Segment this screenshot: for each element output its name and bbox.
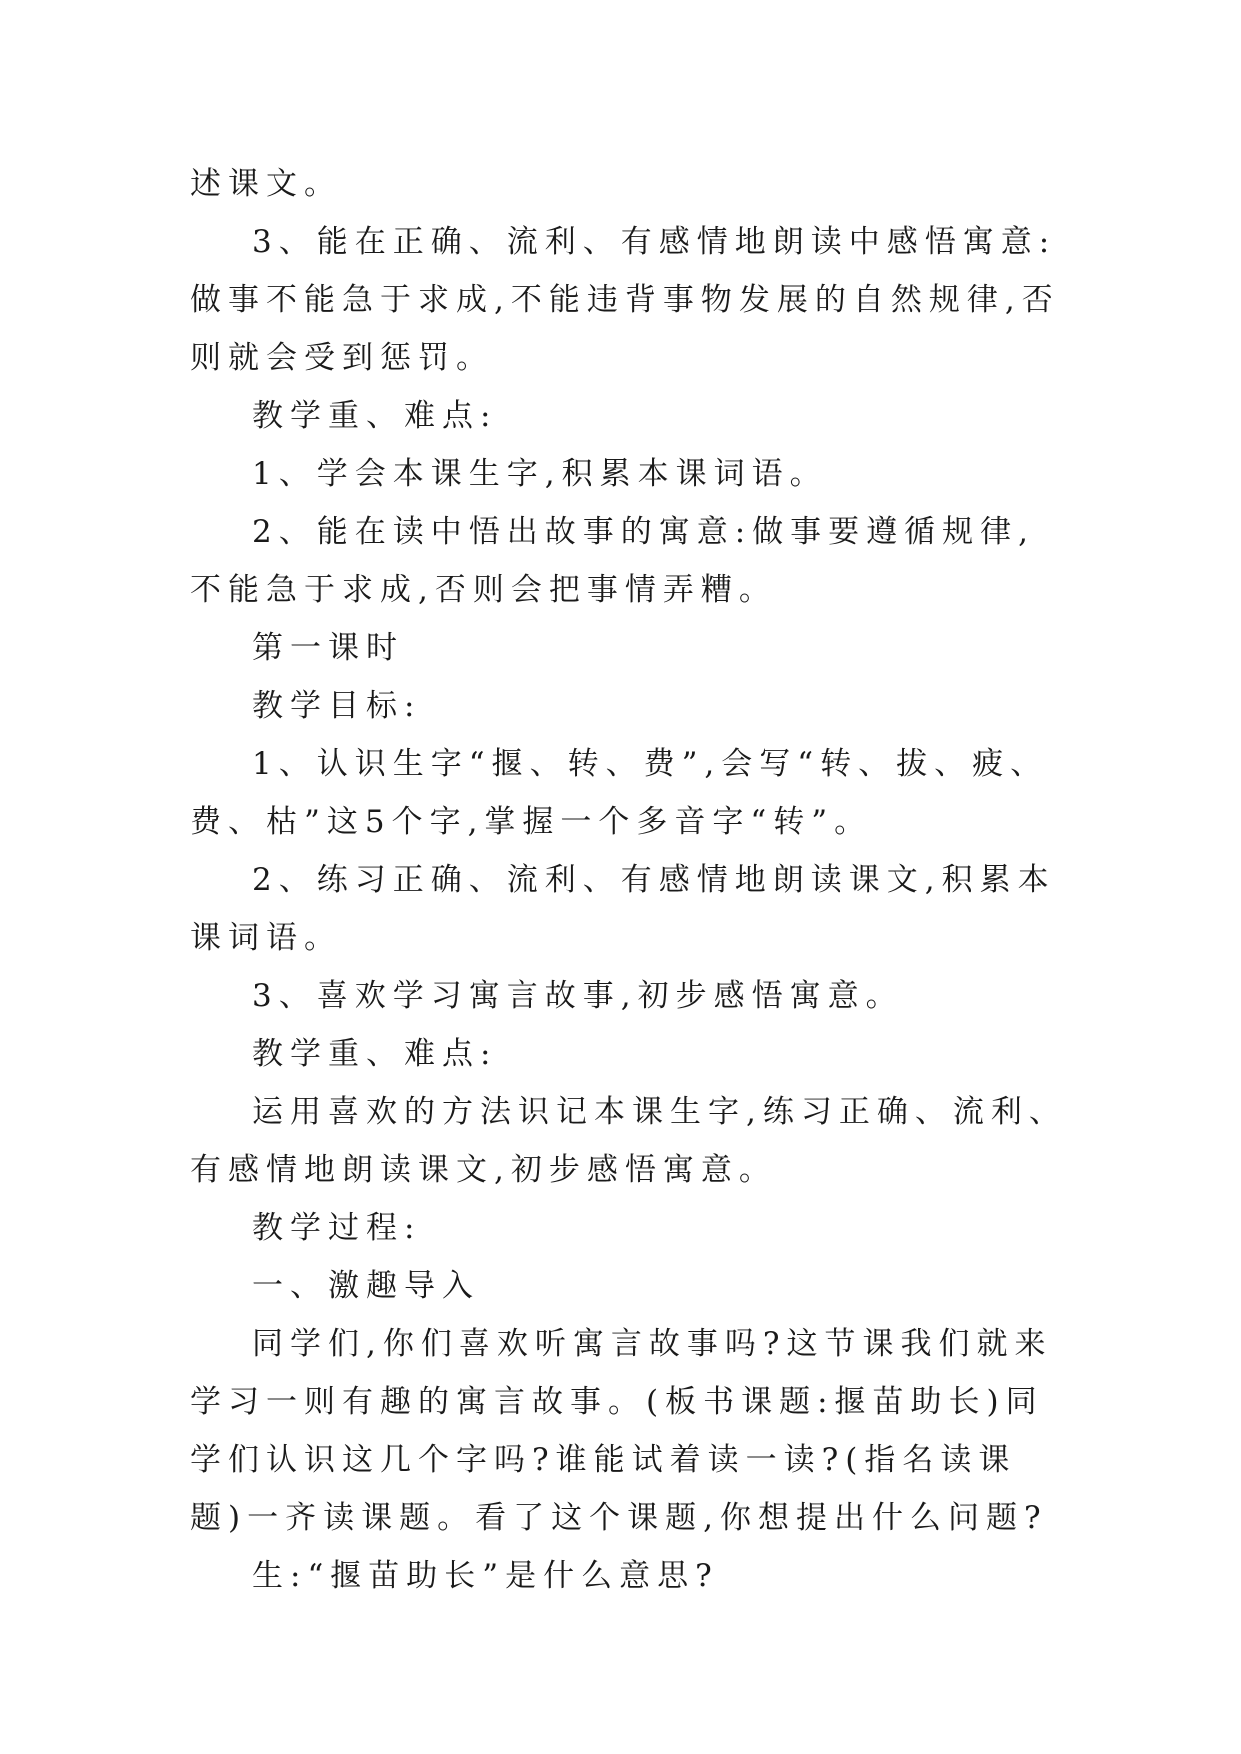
paragraph: 1、认识生字“揠、转、费”,会写“转、拔、疲、费、枯”这5个字,掌握一个多音字“转”。	[190, 746, 1049, 840]
section-heading: 教学目标:	[252, 688, 422, 724]
paragraph: 2、练习正确、流利、有感情地朗读课文,积累本课词语。	[190, 862, 1056, 956]
section-heading: 教学重、难点:	[252, 398, 498, 434]
paragraph: 3、喜欢学习寓言故事,初步感悟寓意。	[252, 978, 904, 1014]
document-body	[190, 155, 1070, 1605]
paragraph: 同学们,你们喜欢听寓言故事吗?这节课我们就来学习一则有趣的寓言故事。(板书课题:揠苗助长)同学们认识这几个字吗?谁能试着读一读?(指名读课题)一齐读课题。看了这个课题,你想提出什么问题?	[190, 1326, 1053, 1536]
paragraph: 3、能在正确、流利、有感情地朗读中感悟寓意:做事不能急于求成,不能违背事物发展的自然规律,否则就会受到惩罚。	[190, 224, 1060, 376]
paragraph: 生:“揠苗助长”是什么意思?	[252, 1558, 719, 1594]
section-heading: 第一课时	[252, 630, 404, 666]
section-heading: 教学过程:	[252, 1210, 422, 1246]
paragraph: 运用喜欢的方法识记本课生字,练习正确、流利、有感情地朗读课文,初步感悟寓意。	[190, 1094, 1067, 1188]
paragraph: 2、能在读中悟出故事的寓意:做事要遵循规律,不能急于求成,否则会把事情弄糟。	[190, 514, 1036, 608]
paragraph: 述课文。	[190, 166, 342, 202]
section-heading: 一、激趣导入	[252, 1268, 480, 1304]
section-heading: 教学重、难点:	[252, 1036, 498, 1072]
paragraph: 1、学会本课生字,积累本课词语。	[252, 456, 828, 492]
